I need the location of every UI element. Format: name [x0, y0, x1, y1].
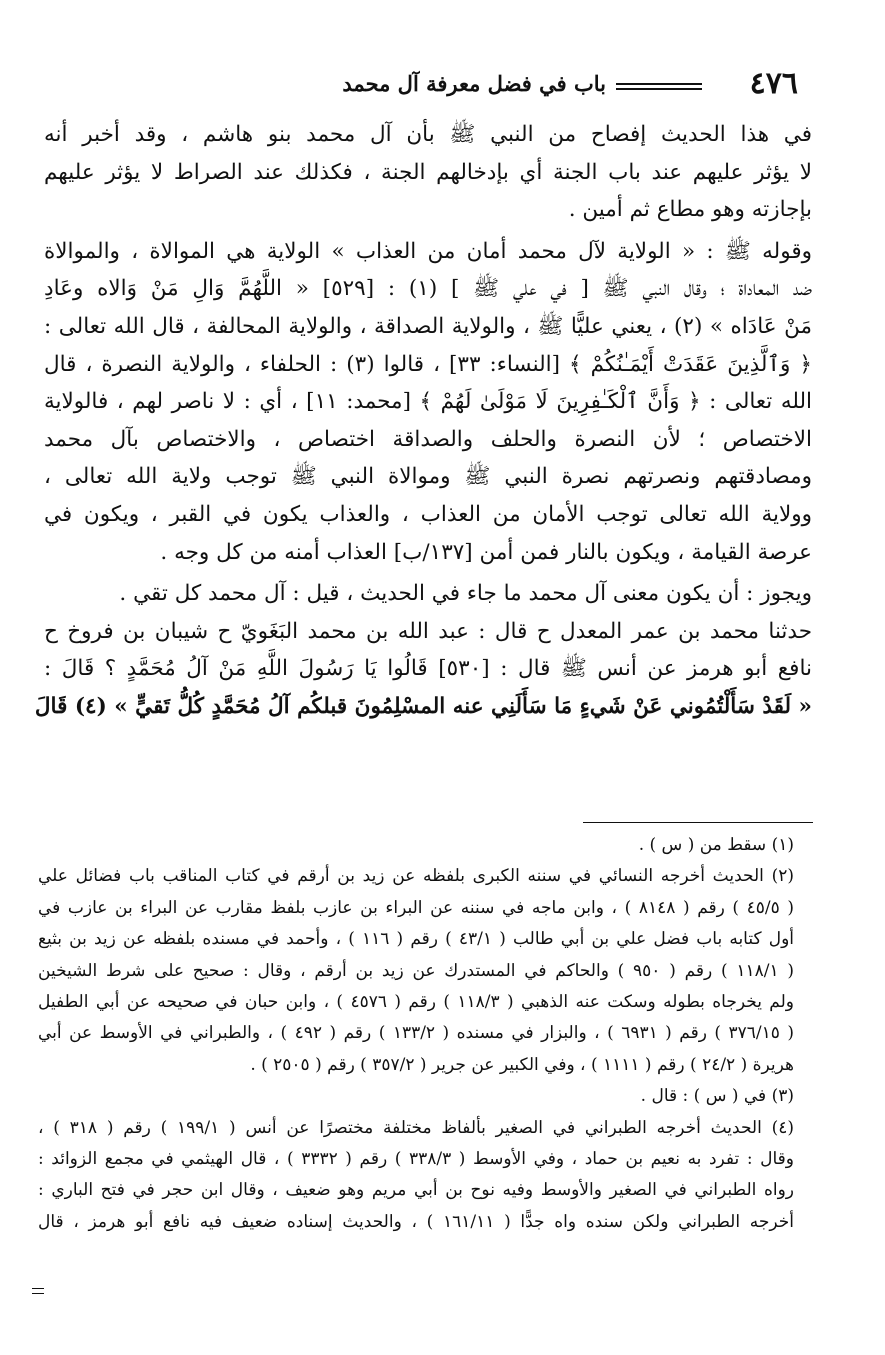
page-header [48, 64, 798, 104]
text-line: لا يؤثر عليهم عند باب الجنة أي بإدخالهم الجنة ، فكذلك عند الصراط لا يؤثر عليهم [44, 159, 812, 185]
text-line: ﴿ وَٱلَّذِينَ عَقَدَتْ أَيْمَـٰنُكُمْ ﴾ [النساء: ٣٣] ، قالوا (٣) : الحلفاء ، والولاية النصرة ، قال [44, 351, 812, 377]
text-line: وقوله ﷺ : « الولاية لآل محمد أمان من العذاب » الولاية هي الموالاة ، والموالاة [44, 238, 812, 264]
footnote-line: أول كتابه باب فضل علي بن أبي طالب ( ٤٣/١ ) رقم ( ١١٦ ) ، وأحمد في مسنده بلفظه عن زيد بن بثيع [38, 929, 795, 950]
running-title: باب في فضل معرفة آل محمد [342, 71, 606, 96]
text-line: نافع أبو هرمز عن أنس ﷺ قال : [٥٣٠] قَالُوا يَا رَسُولَ اللَّهِ مَنْ آلُ مُحَمَّدٍ ؟ قَالَ : [44, 656, 812, 682]
text-line: وولاية الله تعالى توجب الأمان من العذاب ، والعذاب يكون في القبر ، ويكون في [44, 501, 812, 527]
footnote-line: ولم يخرجاه بطوله وسكت عنه الذهبي ( ١١٨/٣ ) رقم ( ٤٥٧٦ ) ، وابن حبان في صحيحه عن أبي الطفيل [38, 992, 795, 1013]
footnote-line: (٤) الحديث أخرجه الطبراني في الصغير بألفاظ مختلفة مختصرًا عن أنس ( ١٩٩/١ ) رقم ( ٣١٨ ) ، [38, 1117, 794, 1138]
footnote-line: وقال : تفرد به نعيم بن حماد ، وفي الأوسط ( ٣٣٨/٣ ) رقم ( ٣٣٣٢ ) ، قال الهيثمي في مجمع الزوائد : [38, 1149, 795, 1170]
text-line: مَنْ عَادَاه » (٢) ، يعني عليًّا ﷺ ، والولاية الصداقة ، والولاية المحالفة ، قال الله تعالى : [44, 313, 812, 339]
text-line: « لَقَدْ سَأَلْتُمُوني عَنْ شَيءٍ مَا سَأَلَنِي عنه المسْلِمُونَ قبلكُم آلُ مُحَمَّدٍ كُلُّ تَقيٍّ » (٤) قَالَ [34, 693, 812, 719]
page-number: ٤٧٦ [749, 66, 798, 101]
text-line: الله تعالى : ﴿ وَأَنَّ ٱلْكَـٰفِرِينَ لَا مَوْلَىٰ لَهُمْ ﴾ [محمد: ١١] ، أي : لا ناصر لهم ، فالولاية [44, 389, 812, 415]
footnote-line: (٣) في ( س ) : قال . [640, 1086, 794, 1107]
text-line: ضد المعاداة ؛ وقال النبي ﷺ [ في علي ﷺ ] (١) : [٥٢٩] « اللَّهُمَّ وَالِ مَنْ وَالاه وعَادِ [44, 276, 812, 302]
text-line: حدثنا محمد بن عمر المعدل ح قال : عبد الله بن محمد البَغَويّ ح شيبان بن فروخ ح [44, 618, 812, 644]
text-line: في هذا الحديث إفصاح من النبي ﷺ بأن آل محمد بنو هاشم ، وقد أخبر أنه [44, 122, 812, 147]
text-line: الاختصاص ؛ لأن النصرة والحلف والصداقة اختصاص ، والاختصاص بآل محمد [44, 426, 812, 452]
footnote-line: (٢) الحديث أخرجه النسائي في سننه الكبرى بلفظه عن زيد بن أرقم في كتاب المناقب باب فضائل علي [38, 866, 794, 887]
header-double-rule [616, 83, 702, 90]
footnote-line: ( ٣٧٦/١٥ ) رقم ( ٦٩٣١ ) ، والبزار في مسنده ( ١٣٣/٢ ) رقم ( ٤٩٢ ) ، والطبراني في الأوسط عن أبي [38, 1023, 795, 1044]
footnote-line: هريرة ( ٢٤/٢ ) رقم ( ١١١١ ) ، وفي الكبير عن جرير ( ٣٥٧/٢ ) رقم ( ٢٥٠٥ ) . [250, 1054, 794, 1075]
footnote-separator [583, 822, 813, 823]
text-line: ومصادقتهم ونصرتهم نصرة النبي ﷺ وموالاة النبي ﷺ توجب ولاية الله تعالى ، [44, 464, 812, 490]
text-line: ويجوز : أن يكون معنى آل محمد ما جاء في الحديث ، قيل : آل محمد كل تقي . [119, 581, 812, 607]
continuation-mark [32, 1288, 44, 1294]
footnote-line: ( ٤٥/٥ ) رقم ( ٨١٤٨ ) ، وابن ماجه في سننه عن البراء بن عازب بلفظ مقارب عن البراء بن عازب في [38, 897, 794, 918]
text-line: عرصة القيامة ، ويكون بالنار فمن أمن [١٣٧/ب] العذاب أمنه من كل وجه . [160, 539, 812, 565]
main-text [34, 116, 812, 726]
footnotes [38, 830, 794, 1238]
text-line: بإجازته وهو مطاع ثم أمين . [568, 197, 812, 223]
footnote-line: أخرجه الطبراني ولكن سنده واه جدًّا ( ١٦١/١١ ) ، والحديث إسناده ضعيف فيه نافع أبو هرمز ، قال [38, 1211, 795, 1232]
footnote-line: ( ١١٨/١ ) رقم ( ٩٥٠ ) والحاكم في المستدرك عن زيد بن أرقم ، وقال : صحيح على شرط الشيخين [38, 960, 794, 981]
footnote-line: (١) سقط من ( س ) . [638, 835, 794, 855]
footnote-line: رواه الطبراني في الصغير والأوسط وفيه نوح بن أبي مريم وهو ضعيف ، وقال ابن حجر في فتح الباري : [38, 1180, 794, 1201]
